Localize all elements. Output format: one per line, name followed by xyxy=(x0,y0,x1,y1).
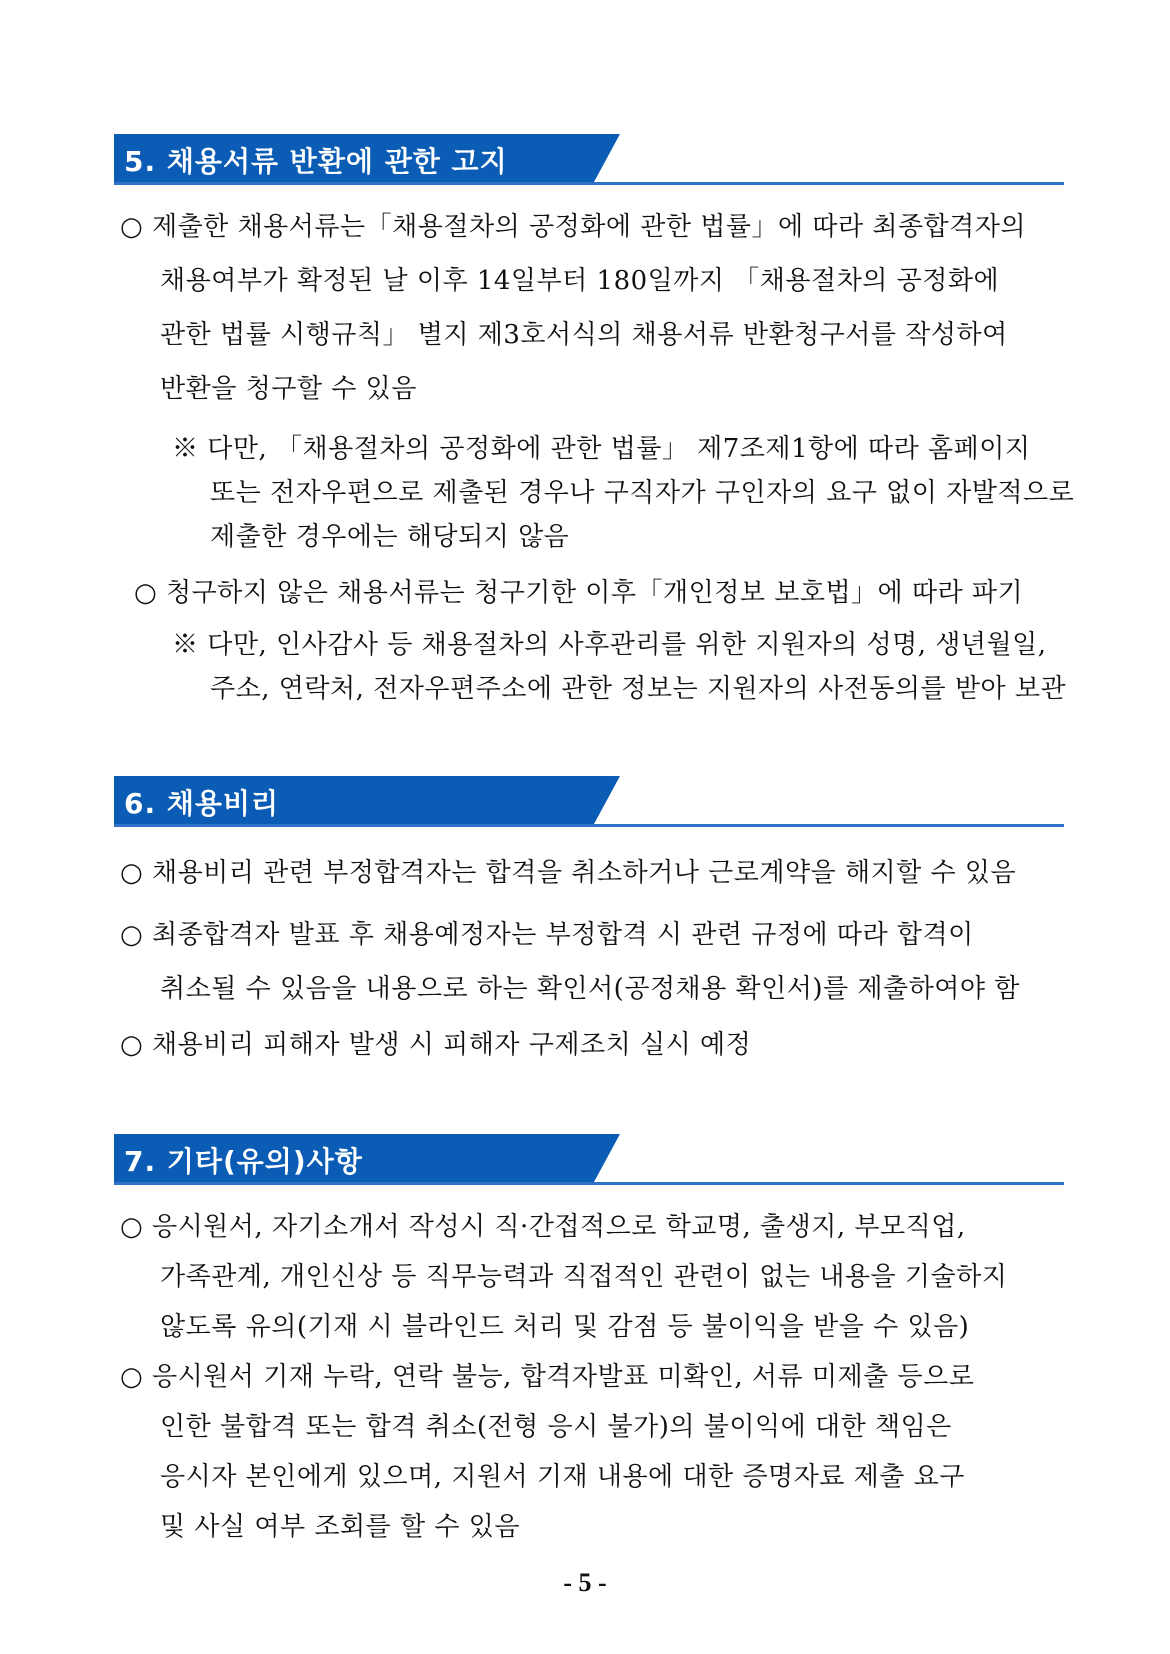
section-5-header xyxy=(114,134,1064,186)
paragraph-line: ○ 응시원서 기재 누락, 연락 불능, 합격자발표 미확인, 서류 미제출 등으로 xyxy=(120,1362,975,1392)
section-title: 5. 채용서류 반환에 관한 고지 xyxy=(124,145,508,178)
note-line: 또는 전자우편으로 제출된 경우나 구직자가 구인자의 요구 없이 자발적으로 xyxy=(210,478,1075,508)
paragraph-line: ○ 제출한 채용서류는「채용절차의 공정화에 관한 법률」에 따라 최종합격자의 xyxy=(120,212,1027,242)
section-7-header xyxy=(114,1134,1064,1186)
paragraph-line: 인한 불합격 또는 합격 취소(전형 응시 불가)의 불이익에 대한 책임은 xyxy=(160,1412,952,1442)
paragraph-line: ○ 청구하지 않은 채용서류는 청구기한 이후「개인정보 보호법」에 따라 파기 xyxy=(134,578,1024,608)
header-slant xyxy=(594,776,620,824)
header-rule xyxy=(114,1182,1064,1185)
section-6-header xyxy=(114,776,1064,828)
header-rule xyxy=(114,182,1064,185)
paragraph-line: 반환을 청구할 수 있음 xyxy=(160,374,417,404)
paragraph-line: 가족관계, 개인신상 등 직무능력과 직접적인 관련이 없는 내용을 기술하지 xyxy=(160,1262,1008,1292)
paragraph-line: 취소될 수 있음을 내용으로 하는 확인서(공정채용 확인서)를 제출하여야 함 xyxy=(160,974,1020,1004)
note-line: ※ 다만, 「채용절차의 공정화에 관한 법률」 제7조제1항에 따라 홈페이지 xyxy=(172,434,1031,464)
note-line: ※ 다만, 인사감사 등 채용절차의 사후관리를 위한 지원자의 성명, 생년월일, xyxy=(172,630,1047,660)
section-title: 6. 채용비리 xyxy=(124,787,280,820)
note-line: 주소, 연락처, 전자우편주소에 관한 정보는 지원자의 사전동의를 받아 보관 xyxy=(210,674,1067,704)
paragraph-line: 채용여부가 확정된 날 이후 14일부터 180일까지 「채용절차의 공정화에 xyxy=(160,266,1000,296)
page-number: - 5 - xyxy=(563,1568,607,1597)
header-slant xyxy=(594,1134,620,1182)
paragraph-line: 않도록 유의(기재 시 블라인드 처리 및 감점 등 불이익을 받을 수 있음) xyxy=(160,1312,970,1342)
paragraph-line: 응시자 본인에게 있으며, 지원서 기재 내용에 대한 증명자료 제출 요구 xyxy=(160,1462,965,1492)
header-slant xyxy=(594,134,620,182)
section-title: 7. 기타(유의)사항 xyxy=(124,1145,363,1178)
paragraph-line: ○ 채용비리 피해자 발생 시 피해자 구제조치 실시 예정 xyxy=(120,1030,752,1060)
header-rule xyxy=(114,824,1064,827)
paragraph-line: ○ 응시원서, 자기소개서 작성시 직·간접적으로 학교명, 출생지, 부모직업, xyxy=(120,1212,966,1242)
paragraph-line: ○ 채용비리 관련 부정합격자는 합격을 취소하거나 근로계약을 해지할 수 있음 xyxy=(120,858,1017,888)
paragraph-line: 관한 법률 시행규칙」 별지 제3호서식의 채용서류 반환청구서를 작성하여 xyxy=(160,320,1008,350)
note-line: 제출한 경우에는 해당되지 않음 xyxy=(210,522,570,552)
paragraph-line: ○ 최종합격자 발표 후 채용예정자는 부정합격 시 관련 규정에 따라 합격이 xyxy=(120,920,974,950)
paragraph-line: 및 사실 여부 조회를 할 수 있음 xyxy=(160,1512,520,1542)
